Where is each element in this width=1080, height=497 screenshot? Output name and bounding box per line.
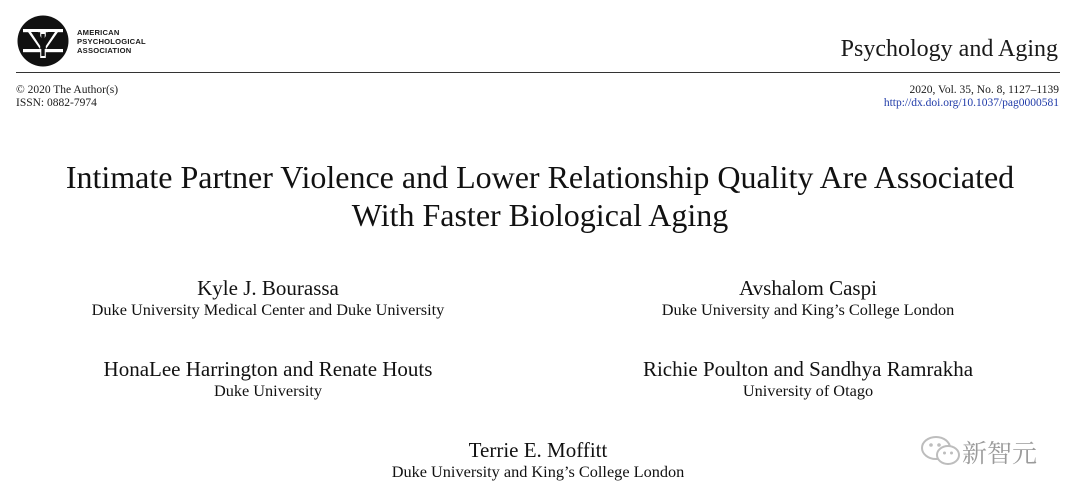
- watermark-text: 新智元: [962, 439, 1038, 468]
- author-affiliation: Duke University and King’s College London: [661, 300, 955, 319]
- title-line: With Faster Biological Aging: [351, 197, 729, 233]
- doi-link[interactable]: http://dx.doi.org/10.1037/pag0000581: [883, 96, 1059, 109]
- author-name: Richie Poulton and Sandhya Ramrakha: [642, 357, 974, 381]
- author-name: HonaLee Harrington and Renate Houts: [103, 357, 433, 381]
- author-affiliation: University of Otago: [742, 381, 874, 400]
- apa-logo-icon: [17, 15, 69, 67]
- journal-name: Psychology and Aging: [840, 36, 1058, 62]
- author-block: [538, 276, 1078, 320]
- author-affiliation: Duke University and King’s College London: [391, 462, 685, 481]
- citation-block: [884, 84, 1059, 109]
- author-name: Avshalom Caspi: [739, 276, 877, 300]
- author-name: Kyle J. Bourassa: [197, 276, 339, 300]
- publisher-line: PSYCHOLOGICAL: [77, 37, 146, 46]
- publisher-line: ASSOCIATION: [77, 46, 132, 55]
- copyright-block: [16, 84, 118, 109]
- publisher-name: [77, 28, 146, 55]
- issn: ISSN: 0882-7974: [16, 96, 97, 109]
- author-block: [268, 438, 808, 482]
- author-affiliation: Duke University: [213, 381, 323, 400]
- author-block: [0, 276, 538, 320]
- author-name: Terrie E. Moffitt: [468, 438, 608, 462]
- citation: 2020, Vol. 35, No. 8, 1127–1139: [909, 84, 1059, 96]
- paper-title: [0, 158, 1080, 234]
- author-block: [0, 357, 538, 401]
- author-affiliation: Duke University Medical Center and Duke University: [91, 300, 445, 319]
- publisher-line: AMERICAN: [77, 28, 120, 37]
- author-block: [538, 357, 1078, 401]
- header-rule: [16, 72, 1060, 73]
- title-line: Intimate Partner Violence and Lower Relationship Quality Are Associated: [65, 159, 1015, 195]
- copyright: © 2020 The Author(s): [16, 84, 119, 96]
